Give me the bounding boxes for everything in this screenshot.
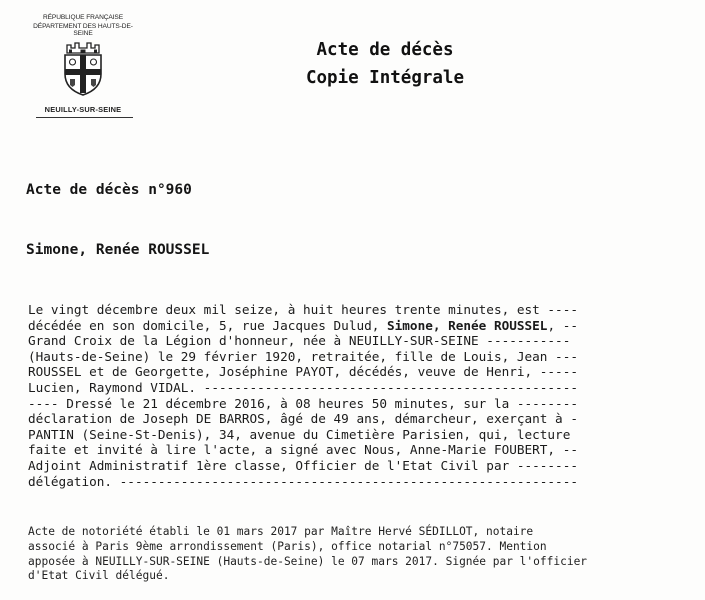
body-line: déclaration de Joseph DE BARROS, âgé de 49 ans, démarcheur, exerçant à - — [28, 411, 578, 427]
body-line: Le vingt décembre deux mil seize, à huit heures trente minutes, est ---- — [28, 302, 578, 317]
body-line: Lucien, Raymond VIDAL. ------------------------------------------------- — [28, 379, 578, 395]
mention-line: associé à Paris 9ème arrondissement (Paris), office notarial n°75057. Mention — [28, 539, 547, 553]
coat-of-arms-icon — [60, 40, 106, 98]
mention-line: d'Etat Civil délégué. — [28, 569, 170, 583]
republic-label: RÉPUBLIQUE FRANÇAISE — [42, 14, 124, 21]
city-name: NEUILLY-SUR-SEINE — [44, 105, 122, 114]
body-line: Grand Croix de la Légion d'honneur, née à NEUILLY-SUR-SEINE ----------- — [28, 333, 571, 349]
deceased-name-inline: Simone, Renée ROUSSEL — [387, 317, 548, 333]
mention-line: Acte de notoriété établi le 01 mars 2017 par Maître Hervé SÉDILLOT, notaire — [28, 525, 534, 538]
body-line: PANTIN (Seine-St-Denis), 34, avenue du Cimetière Parisien, qui, lecture — [28, 426, 571, 442]
act-number: Acte de décès n°960 — [26, 182, 192, 198]
body-line: délégation. ------------------------------------------------------------ — [28, 473, 578, 489]
deceased-name: Simone, Renée ROUSSEL — [26, 242, 210, 258]
body-line: ROUSSEL et de Georgette, Joséphine PAYOT, décédés, veuve de Henri, ----- — [28, 364, 578, 380]
body-line: faite et invité à lire l'acte, a signé avec Nous, Anne-Marie FOUBERT, -- — [28, 442, 578, 458]
document-title: Acte de décès — [316, 40, 454, 60]
body-line: (Hauts-de-Seine) le 29 février 1920, retraitée, fille de Louis, Jean --- — [28, 348, 578, 364]
mention-line: apposée à NEUILLY-SUR-SEINE (Hauts-de-Seine) le 07 mars 2017. Signée par l'officier — [28, 554, 588, 568]
city-underline — [36, 117, 133, 118]
document-subtitle: Copie Intégrale — [305, 68, 465, 88]
body-line: Adjoint Administratif 1ère classe, Officier de l'Etat Civil par -------- — [28, 457, 578, 473]
department-label: DÉPARTEMENT DES HAUTS-DE-SEINE — [33, 23, 133, 37]
body-line: ---- Dressé le 21 décembre 2016, à 08 heures 50 minutes, sur la -------- — [28, 395, 578, 411]
act-body — [28, 302, 698, 489]
marginal-mention — [28, 525, 698, 584]
body-line: décédée en son domicile, 5, rue Jacques Dulud, Simone, Renée ROUSSEL, -- — [28, 317, 578, 333]
